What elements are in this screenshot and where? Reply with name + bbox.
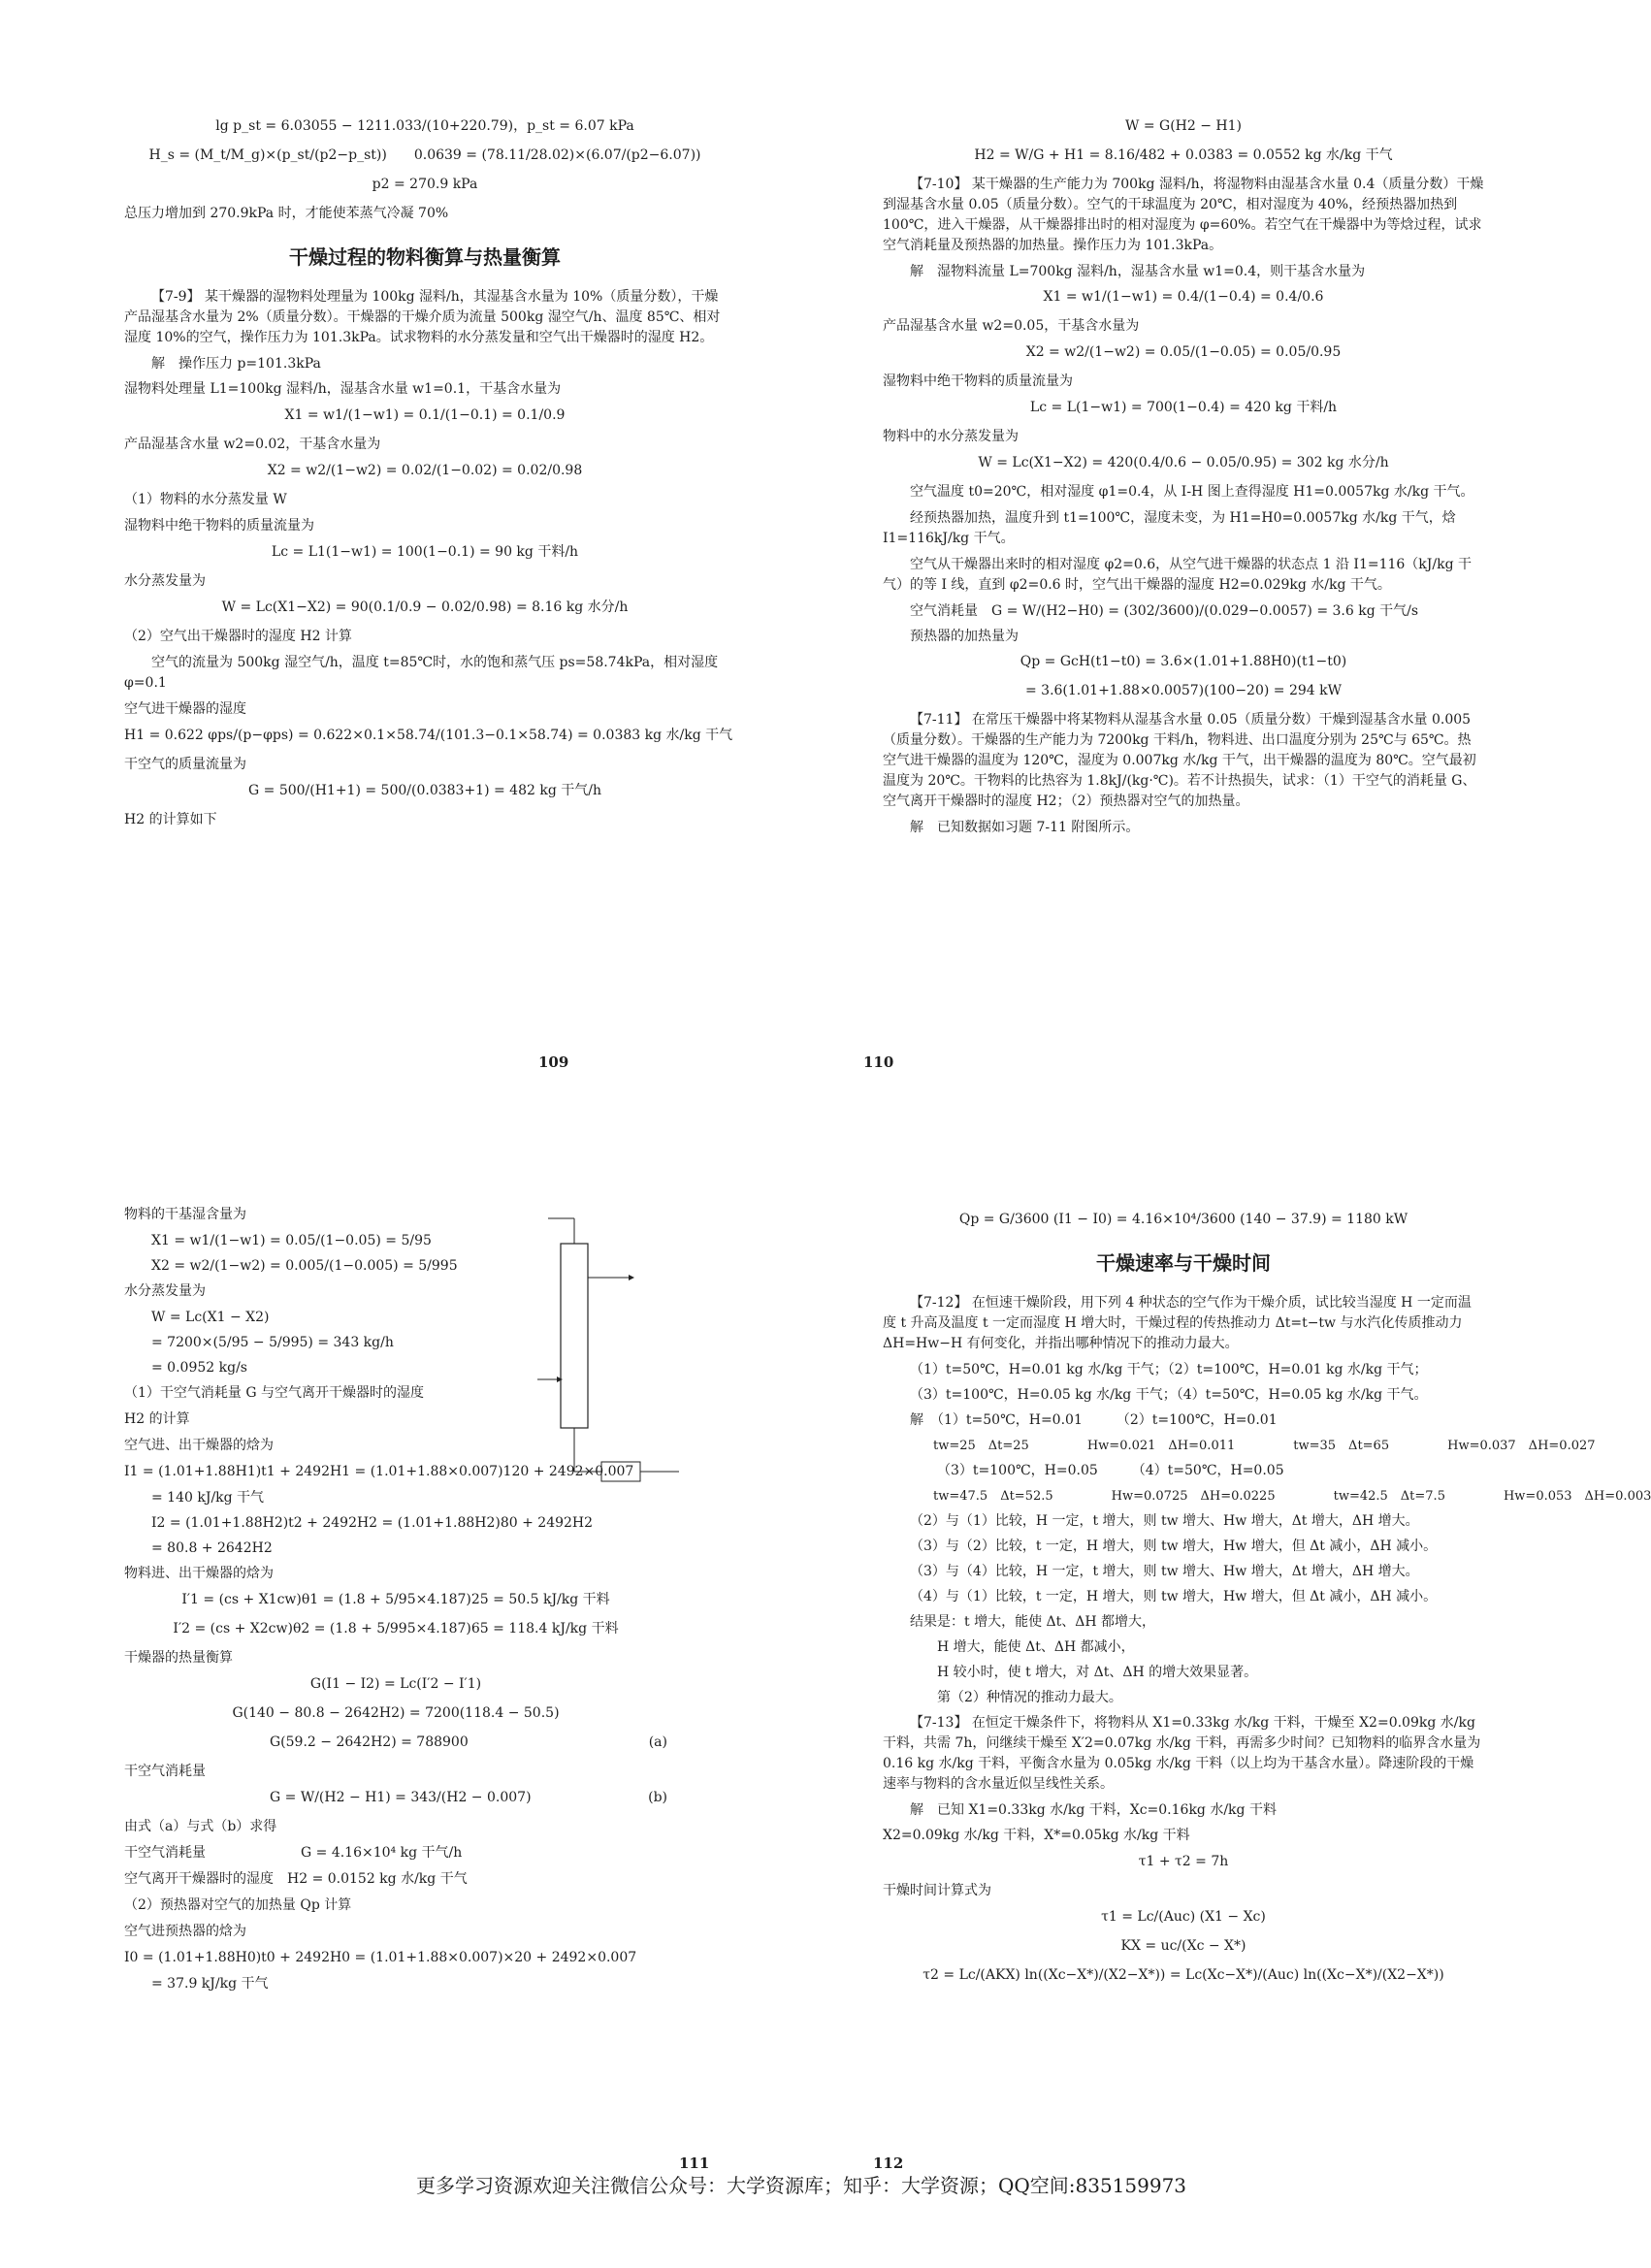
text-line: 干燥器的热量衡算 (124, 1650, 233, 1666)
text-line: （4）与（1）比较，t 一定，H 增大，则 tw 增大，Hw 增大，但 Δt 减小，ΔH 减小。 (910, 1589, 1438, 1604)
text-line: 空气从干燥器出来时的相对湿度 φ2=0.6，从空气进干燥器的状态点 1 沿 I1=116（kJ/kg 干气）的等 I 线，直到 φ2=0.6 时，空气出干燥器的湿度 H2=0.029kg 水/kg 干气。 (883, 557, 1473, 593)
case4-tw: tw=42.5 Δt=7.5 (1333, 1489, 1445, 1504)
text-line: I0 = (1.01+1.88H0)t0 + 2492H0 = (1.01+1.88×0.007)×20 + 2492×0.007 (124, 1950, 637, 1965)
text-line: 湿物料处理量 L1=100kg 湿料/h，湿基含水量 w1=0.1，干基含水量为 (124, 381, 562, 397)
product-arrow (629, 1275, 634, 1280)
section-title-material-heat-balance: 干燥过程的物料衡算与热量衡算 (289, 245, 561, 269)
text-line: I′2 = (cs + X2cw)θ2 = (1.8 + 5/995×4.187)65 = 118.4 kJ/kg 干料 (173, 1621, 619, 1636)
text-line: 空气温度 t0=20℃，相对湿度 φ1=0.4，从 I-H 图上查得湿度 H1=0.0057kg 水/kg 干气。 (910, 484, 1474, 500)
text-line: H2 的计算如下 (124, 812, 217, 827)
text-line: 产品湿基含水量 w2=0.02，干基含水量为 (124, 437, 381, 452)
text-line: W = Lc(X1−X2) = 90(0.1/0.9 − 0.02/0.98) = 8.16 kg 水分/h (221, 599, 629, 615)
page-number-112: 112 (873, 2155, 904, 2172)
text-line: = 3.6(1.01+1.88×0.0057)(100−20) = 294 kW (1024, 683, 1343, 698)
text-line: G(140 − 80.8 − 2642H2) = 7200(118.4 − 50.5) (232, 1705, 560, 1721)
text-line: 干燥时间计算式为 (883, 1883, 991, 1898)
text-line: 解 已知 X1=0.33kg 水/kg 干料，Xc=0.16kg 水/kg 干料 (910, 1802, 1277, 1818)
text-line: 解 操作压力 p=101.3kPa (151, 356, 321, 372)
case-3-4-results (883, 1486, 1651, 1507)
text-line: 物料进、出干燥器的焓为 (124, 1566, 274, 1581)
page-number-111: 111 (679, 2155, 710, 2172)
text-line: p2 = 270.9 kPa (372, 177, 478, 192)
case2-hw: Hw=0.037 ΔH=0.027 (1447, 1439, 1596, 1453)
text-line: 第（2）种情况的推动力最大。 (937, 1690, 1122, 1705)
text-line: H2 = W/G + H1 = 8.16/482 + 0.0383 = 0.0552 kg 水/kg 干气 (974, 147, 1393, 163)
page-110-block (883, 116, 1484, 838)
case1-tw: tw=25 Δt=25 (933, 1439, 1029, 1453)
case3-hw: Hw=0.0725 ΔH=0.0225 (1111, 1489, 1276, 1504)
text-line: I2 = (1.01+1.88H2)t2 + 2492H2 = (1.01+1.88H2)80 + 2492H2 (151, 1515, 594, 1531)
text-line: （1）干空气消耗量 G 与空气离开干燥器时的湿度 (124, 1385, 424, 1401)
text-line: H2 的计算 (124, 1411, 190, 1427)
page-number-109: 109 (538, 1053, 569, 1071)
text-line: （2）与（1）比较，H 一定，t 增大，则 tw 增大、Hw 增大，Δt 增大，ΔH 增大。 (910, 1513, 1419, 1529)
preheater-box (601, 1462, 640, 1481)
text-line: X2 = w2/(1−w2) = 0.02/(1−0.02) = 0.02/0.98 (267, 463, 583, 478)
text-line: （3）t=100℃，H=0.05 kg 水/kg 干气；（4）t=50℃，H=0.05 kg 水/kg 干气。 (910, 1387, 1428, 1403)
text-line: = 140 kJ/kg 干气 (151, 1490, 265, 1506)
text-line: H 较小时，使 t 增大，对 Δt、ΔH 的增大效果显著。 (937, 1665, 1258, 1680)
text-line: KX = uc/(Xc − X*) (1120, 1938, 1246, 1954)
text-line: （1）物料的水分蒸发量 W (124, 492, 287, 507)
equation-a-text: G(59.2 − 2642H2) = 788900 (270, 1734, 469, 1750)
text-line: 干空气的质量流量为 (124, 757, 246, 772)
text-line: X2 = w2/(1−w2) = 0.05/(1−0.05) = 0.05/0.95 (1025, 344, 1342, 360)
dryer-diagram (456, 1205, 708, 1525)
text-line: G(I1 − I2) = Lc(I′2 − I′1) (309, 1676, 482, 1692)
text-line: X2=0.09kg 水/kg 干料，X*=0.05kg 水/kg 干料 (883, 1828, 1190, 1843)
text-line: 空气进、出干燥器的焓为 (124, 1438, 274, 1453)
page-112-block-c (883, 1511, 1484, 1986)
text-line: = 80.8 + 2642H2 (151, 1540, 273, 1556)
text-line: （2）预热器对空气的加热量 Qp 计算 (124, 1897, 352, 1913)
text-line: 【7-11】 在常压干燥器中将某物料从湿基含水量 0.05（质量分数）干燥到湿基含水量 0.005（质量分数）。干燥器的生产能力为 7200kg 干料/h，物料进、出口温度分别为 25℃与 65℃。热空气进干燥器的温度为 120℃，湿度为 0.007kg 水/kg 干气，出干燥器的温度为 80℃。空气最初温度为 20℃。干物料的比热容为 1.8kJ/(kg·℃)。若不计热损失，试求：（1）干空气的消耗量 G、空气离开干燥器时的湿度 H2；（2）预热器对空气的加热量。 (883, 712, 1476, 809)
text-line: 结果是：t 增大，能使 Δt、ΔH 都增大， (910, 1614, 1156, 1630)
text-line: （3）与（4）比较，H 一定，t 增大，则 tw 增大、Hw 增大，Δt 增大，ΔH 增大。 (910, 1564, 1419, 1579)
text-line: （3）t=100℃，H=0.05 （4）t=50℃，H=0.05 (937, 1463, 1284, 1478)
equation-b-text: G = W/(H2 − H1) = 343/(H2 − 0.007) (270, 1790, 532, 1805)
text-line: 空气消耗量 G = W/(H2−H0) = (302/3600)/(0.029−0.0057) = 3.6 kg 干气/s (910, 603, 1419, 619)
text-line: 湿物料中绝干物料的质量流量为 (883, 373, 1073, 389)
text-line: 干空气消耗量 G = 4.16×10⁴ kg 干气/h (124, 1845, 463, 1861)
page-number-110: 110 (863, 1053, 894, 1071)
page-111-block-b (124, 1817, 667, 1994)
footer-notice: 更多学习资源欢迎关注微信公众号：大学资源库；知乎：大学资源；QQ空间:835159973 (415, 2174, 1187, 2197)
text-line: 总压力增加到 270.9kPa 时，才能使苯蒸气冷凝 70% (124, 206, 449, 221)
text-line: 解 （1）t=50℃，H=0.01 （2）t=100℃，H=0.01 (910, 1412, 1278, 1428)
text-line: 空气进干燥器的湿度 (124, 701, 246, 717)
page-109-block-b (124, 287, 733, 830)
text-line: W = Lc(X1−X2) = 420(0.4/0.6 − 0.05/0.95) = 302 kg 水分/h (978, 455, 1389, 470)
text-line: 湿物料中绝干物料的质量流量为 (124, 518, 314, 534)
text-line: X2 = w2/(1−w2) = 0.005/(1−0.005) = 5/995 (151, 1258, 458, 1274)
case4-hw: Hw=0.053 ΔH=0.003 (1503, 1489, 1651, 1504)
page-111-block-mid (124, 1762, 667, 1782)
page-112-block-mid (883, 1461, 1484, 1481)
text-line: Qp = GcH(t1−t0) = 3.6×(1.01+1.88H0)(t1−t0) (1020, 654, 1347, 669)
text-line: 干空气消耗量 (124, 1764, 206, 1779)
text-line: Lc = L1(1−w1) = 100(1−0.1) = 90 kg 干料/h (271, 544, 579, 560)
equation-a (124, 1733, 667, 1753)
page-110 (883, 112, 1484, 843)
text-line: I′1 = (cs + X1cw)θ1 = (1.8 + 5/95×4.187)25 = 50.5 kJ/kg 干料 (181, 1592, 610, 1607)
page-112-block-b (883, 1293, 1484, 1431)
text-line: （3）与（2）比较，t 一定，H 增大，则 tw 增大，Hw 增大，但 Δt 减小，ΔH 减小。 (910, 1539, 1438, 1554)
case2-tw: tw=35 Δt=65 (1293, 1439, 1390, 1453)
text-line: 空气离开干燥器时的湿度 H2 = 0.0152 kg 水/kg 干气 (124, 1871, 468, 1887)
text-line: 【7-13】 在恒定干燥条件下，将物料从 X1=0.33kg 水/kg 干料，干燥至 X2=0.09kg 水/kg 干料，共需 7h，问继续干燥至 X′2=0.07kg 水/kg 干料，再需多少时间？已知物料的临界含水量为 0.16 kg 水/kg 干料，平衡含水量为 0.05kg 水/kg 干料（以上均为干基含水量）。降速阶段的干燥速率与物料的含水量近似呈线性关系。 (883, 1715, 1481, 1792)
text-line: τ2 = Lc/(AKX) ln((Xc−X*)/(X2−X*)) = Lc(Xc−X*)/(Auc) ln((Xc−X*)/(X2−X*)) (923, 1967, 1444, 1983)
equation-a-tag: (a) (648, 1734, 667, 1750)
equation-b-tag: (b) (648, 1790, 667, 1805)
case3-tw: tw=47.5 Δt=52.5 (933, 1489, 1053, 1504)
text-line: 解 湿物料流量 L=700kg 湿料/h，湿基含水量 w1=0.4，则干基含水量为 (910, 264, 1366, 279)
material-arrow (557, 1377, 563, 1382)
equation-b (124, 1788, 667, 1808)
case1-hw: Hw=0.021 ΔH=0.011 (1086, 1439, 1236, 1453)
text-line: 由式（a）与式（b）求得 (124, 1819, 277, 1834)
text-line: τ1 + τ2 = 7h (1138, 1854, 1229, 1869)
text-line: = 7200×(5/95 − 5/995) = 343 kg/h (151, 1335, 394, 1350)
text-line: 预热器的加热量为 (910, 629, 1019, 644)
text-line: （2）空气出干燥器时的湿度 H2 计算 (124, 629, 352, 644)
text-line: 产品湿基含水量 w2=0.05，干基含水量为 (883, 318, 1140, 334)
text-line: I1 = (1.01+1.88H1)t1 + 2492H1 = (1.01+1.88×0.007)120 + 2492×0.007 (124, 1464, 634, 1479)
text-line: W = G(H2 − H1) (1125, 118, 1242, 134)
text-line: 空气进预热器的焓为 (124, 1924, 246, 1939)
dryer-box (561, 1244, 588, 1428)
text-line: 物料的干基湿含量为 (124, 1207, 246, 1222)
text-line: 水分蒸发量为 (124, 573, 206, 589)
page-112 (883, 1205, 1651, 1994)
case-1-2-results (883, 1436, 1596, 1456)
text-line: Qp = G/3600 (I1 − I0) = 4.16×10⁴/3600 (140 − 37.9) = 1180 kW (958, 1212, 1408, 1227)
text-line: H 增大，能使 Δt、ΔH 都减小， (937, 1639, 1135, 1655)
text-line: 解 已知数据如习题 7-11 附图所示。 (910, 820, 1140, 835)
text-line: （1）t=50℃，H=0.01 kg 水/kg 干气；（2）t=100℃，H=0.01 kg 水/kg 干气； (910, 1362, 1428, 1377)
text-line: X1 = w1/(1−w1) = 0.1/(1−0.1) = 0.1/0.9 (284, 407, 566, 423)
text-line: W = Lc(X1 − X2) (151, 1310, 270, 1325)
text-line: G = 500/(H1+1) = 500/(0.0383+1) = 482 kg 干气/h (248, 783, 601, 798)
section-title-drying-rate: 干燥速率与干燥时间 (1096, 1251, 1271, 1275)
text-line: 【7-10】 某干燥器的生产能力为 700kg 湿料/h，将湿物料由湿基含水量 0.4（质量分数）干燥到湿基含水量 0.05（质量分数）。空气的干球温度为 20℃，相对湿度为 40%，经预热器加热到 100℃，进入干燥器，从干燥器排出时的相对湿度为 φ=60%。若空气在干燥器中为等焓过程，试求空气消耗量及预热器的加热量。操作压力为 101.3kPa。 (883, 177, 1484, 253)
text-line: 水分蒸发量为 (124, 1283, 206, 1299)
text-line: lg p_st = 6.03055 − 1211.033/(10+220.79)，p_st = 6.07 kPa (215, 118, 634, 134)
page-109 (124, 112, 733, 836)
text-line: 物料中的水分蒸发量为 (883, 429, 1019, 444)
text-line: 经预热器加热，温度升到 t1=100℃，湿度未变，为 H1=H0=0.0057kg 水/kg 干气，焓 I1=116kJ/kg 干气。 (883, 510, 1456, 546)
text-line: 空气的流量为 500kg 湿空气/h，温度 t=85℃时，水的饱和蒸气压 ps=58.74kPa，相对湿度 φ=0.1 (124, 655, 719, 691)
text-line: H_s = (M_t/M_g)×(p_st/(p2−p_st)) 0.0639 = (78.11/28.02)×(6.07/(p2−6.07)) (148, 147, 701, 163)
text-line: X1 = w1/(1−w1) = 0.05/(1−0.05) = 5/95 (151, 1233, 432, 1248)
page-109-block-a (124, 116, 726, 224)
text-line: H1 = 0.622 φps/(p−φps) = 0.622×0.1×58.74/(101.3−0.1×58.74) = 0.0383 kg 水/kg 干气 (124, 728, 733, 743)
page-112-block-a (883, 1210, 1484, 1230)
text-line: τ1 = Lc/(Auc) (X1 − Xc) (1101, 1909, 1266, 1925)
text-line: = 0.0952 kg/s (151, 1360, 247, 1376)
text-line: X1 = w1/(1−w1) = 0.4/(1−0.4) = 0.4/0.6 (1043, 289, 1324, 305)
text-line: = 37.9 kJ/kg 干气 (151, 1976, 269, 1992)
text-line: 【7-9】 某干燥器的湿物料处理量为 100kg 湿料/h，其湿基含水量为 10%（质量分数），干燥产品湿基含水量为 2%（质量分数）。干燥器的干燥介质为流量 500kg 湿空气/h、温度 85℃、相对湿度 10%的空气，操作压力为 101.3kPa。试求物料的水分蒸发量和空气出干燥器时的湿度 H2。 (124, 289, 721, 345)
text-line: 【7-12】 在恒速干燥阶段，用下列 4 种状态的空气作为干燥介质，试比较当湿度 H 一定而温度 t 升高及温度 t 一定而湿度 H 增大时，干燥过程的传热推动力 Δt=t−tw 与水汽化传质推动力 ΔH=Hw−H 有何变化，并指出哪种情况下的推动力最大。 (883, 1295, 1472, 1351)
text-line: Lc = L(1−w1) = 700(1−0.4) = 420 kg 干料/h (1029, 400, 1338, 415)
